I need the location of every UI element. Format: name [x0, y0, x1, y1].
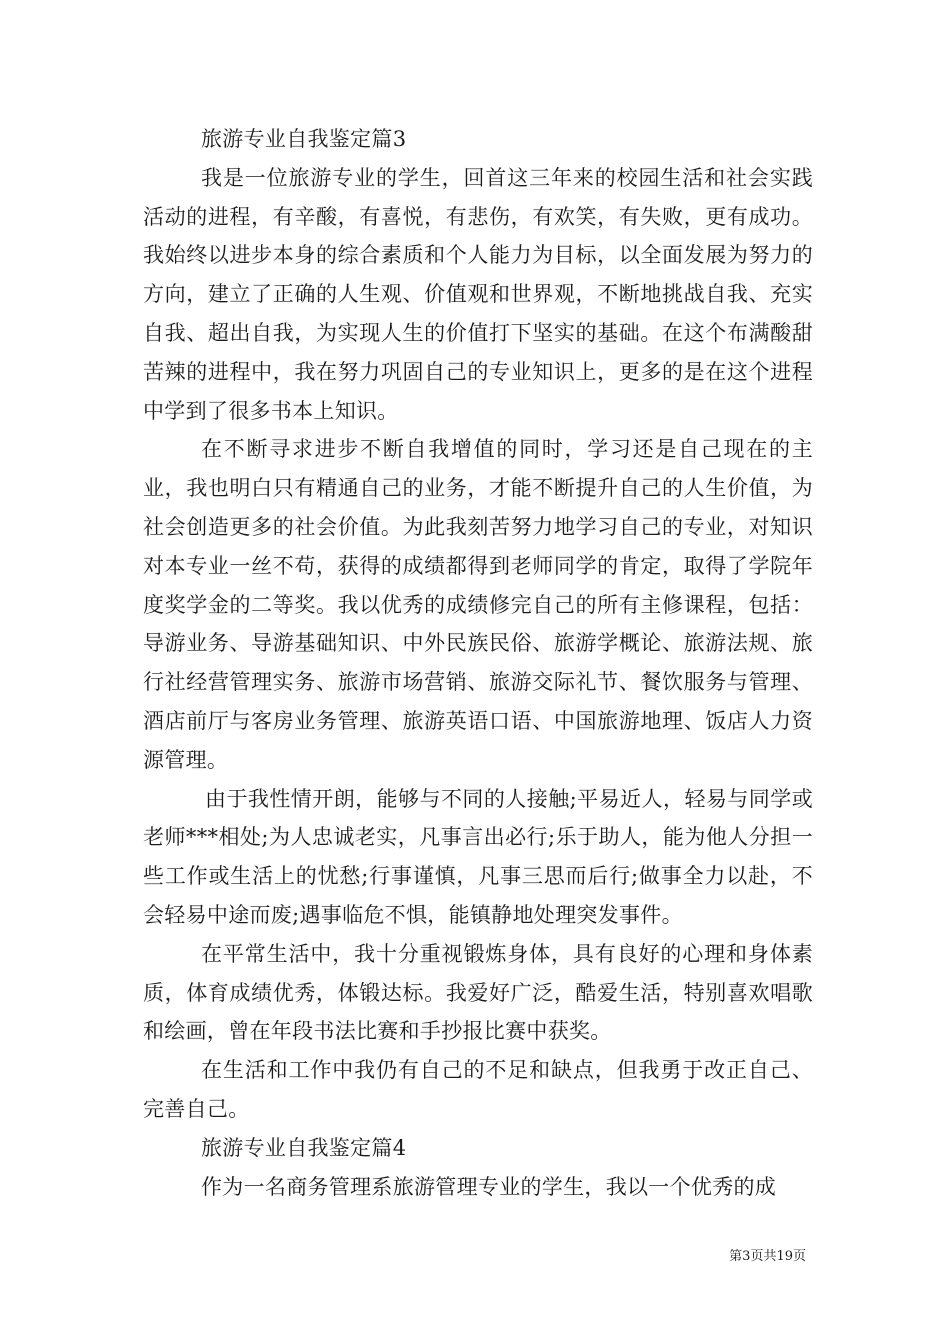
- document-body: [143, 120, 813, 1206]
- section-heading-4: 旅游专业自我鉴定篇4: [201, 1135, 407, 1160]
- section-heading-3: 旅游专业自我鉴定篇3: [201, 127, 407, 151]
- paragraph-intro: 我是一位旅游专业的学生，回首这三年来的校园生活和社会实践活动的进程，有辛酸，有喜悦，有悲伤，有欢笑，有失败，更有成功。我始终以进步本身的综合素质和个人能力为目标，以全面发展为努力的方向，建立了正确的人生观、价值观和世界观，不断地挑战自我、充实自我、超出自我，为实现人生的价值打下坚实的基础。在这个布满酸甜苦辣的进程中，我在努力巩固自己的专业知识上，更多的是在这个进程中学到了很多书本上知识。: [143, 165, 813, 423]
- paragraph-life: 在平常生活中，我十分重视锻炼身体，具有良好的心理和身体素质，体育成绩优秀，体锻达标。我爱好广泛，酷爱生活，特别喜欢唱歌和绘画，曾在年段书法比赛和手抄报比赛中获奖。: [143, 941, 813, 1044]
- paragraph-section4-start: 作为一名商务管理系旅游管理专业的学生，我以一个优秀的成: [201, 1174, 777, 1199]
- paragraph-study: 在不断寻求进步不断自我增值的同时，学习还是自己现在的主业，我也明白只有精通自己的业务，才能不断提升自己的人生价值，为社会创造更多的社会价值。为此我刻苦努力地学习自己的专业，对知识对本专业一丝不苟，获得的成绩都得到老师同学的肯定，取得了学院年度奖学金的二等奖。我以优秀的成绩修完自己的所有主修课程，包括：导游业务、导游基础知识、中外民族民俗、旅游学概论、旅游法规、旅行社经营管理实务、旅游市场营销、旅游交际礼节、餐饮服务与管理、酒店前厅与客房业务管理、旅游英语口语、中国旅游地理、饭店人力资源管理。: [143, 437, 813, 772]
- paragraph-personality: 由于我性情开朗，能够与不同的人接触;平易近人，轻易与同学或老师***相处;为人忠诚老实，凡事言出必行;乐于助人，能为他人分担一些工作或生活上的忧愁;行事谨慎，凡事三思而后行;做事全力以赴，不会轻易中途而废;遇事临危不惧，能镇静地处理突发事件。: [143, 786, 813, 927]
- paragraph-shortcomings: 在生活和工作中我仍有自己的不足和缺点，但我勇于改正自己、完善自己。: [143, 1058, 813, 1121]
- page-number: 第3页共19页: [729, 1249, 806, 1264]
